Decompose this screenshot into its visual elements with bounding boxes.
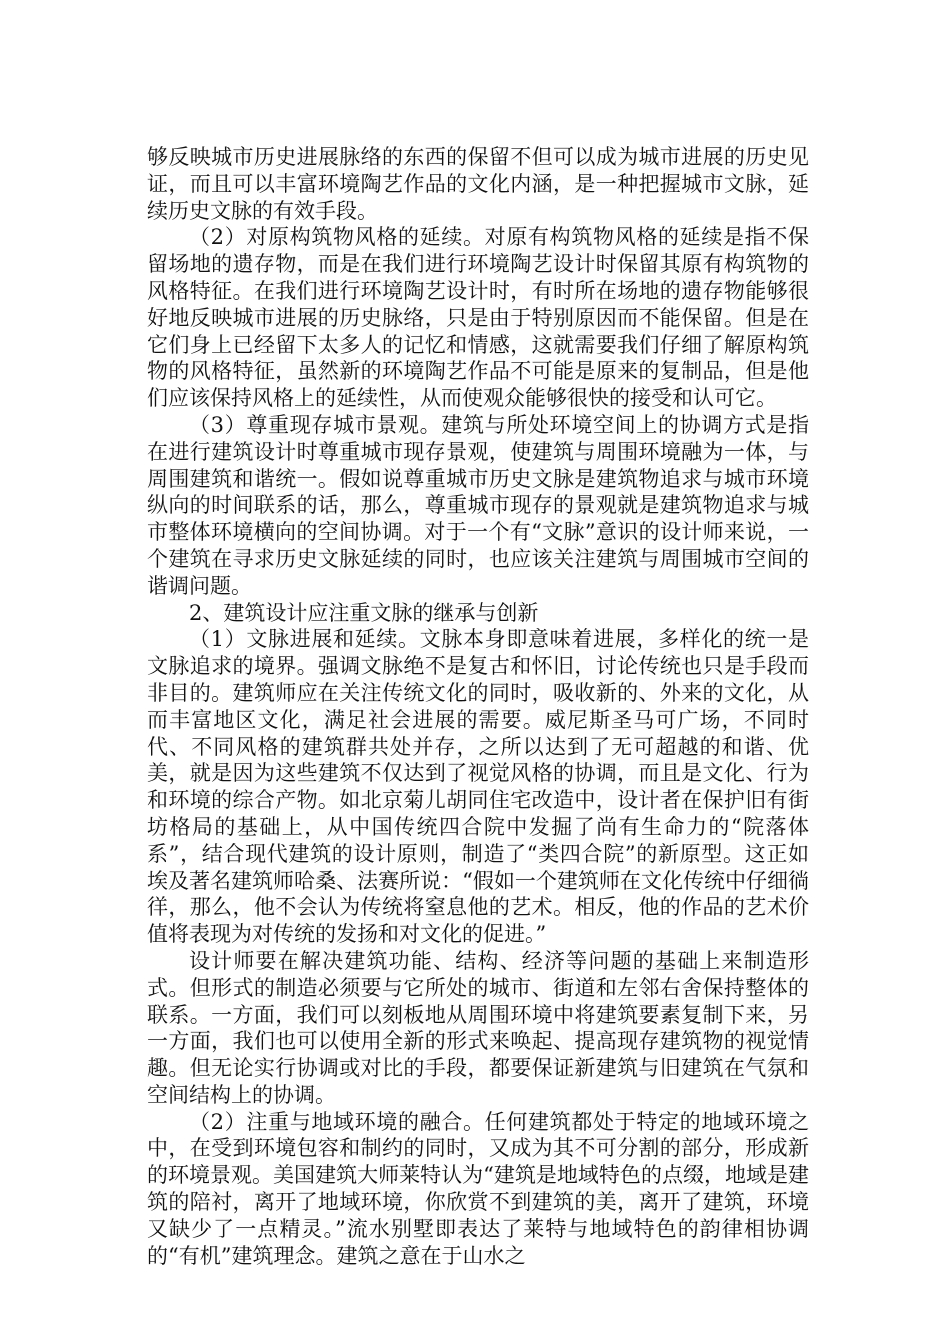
paragraph-regional-integration: （2）注重与地域环境的融合。任何建筑都处于特定的地域环境之中，在受到环境包容和制约的同时，又成为其不可分割的部分，形成新的环境景观。美国建筑大师莱特认为“建筑是地域特色的点缀，地域是建筑的陪衬，离开了地域环境，你欣赏不到建筑的美，离开了建筑，环境又缺少了一点精灵。”流水别墅即表达了莱特与地域特色的韵律相协调的“有机”建筑理念。建筑之意在于山水之 bbox=[147, 1109, 809, 1268]
paragraph-continuation: 够反映城市历史进展脉络的东西的保留不但可以成为城市进展的历史见证，而且可以丰富环境陶艺作品的文化内涵，是一种把握城市文脉，延续历史文脉的有效手段。 bbox=[147, 145, 809, 223]
paragraph-style-continuation: （2）对原构筑物风格的延续。对原有构筑物风格的延续是指不保留场地的遗存物，而是在我们进行环境陶艺设计时保留其原有构筑物的风格特征。在我们进行环境陶艺设计时，有时所在场地的遗存物能够很好地反映城市进展的历史脉络，只是由于特别原因而不能保留。但是在它们身上已经留下太多人的记忆和情感，这就需要我们仔细了解原构筑物的风格特征，虽然新的环境陶艺作品不可能是原来的复制品，但是他们应该保持风格上的延续性，从而使观众能够很快的接受和认可它。 bbox=[147, 225, 809, 411]
paragraph-respect-landscape: （3）尊重现存城市景观。建筑与所处环境空间上的协调方式是指在进行建筑设计时尊重城市现存景观，使建筑与周围环境融为一体，与周围建筑和谐统一。假如说尊重城市历史文脉是建筑物追求与城市环境纵向的时间联系的话，那么，尊重城市现存的景观就是建筑物追求与城市整体环境横向的空间协调。对于一个有“文脉”意识的设计师来说，一个建筑在寻求历史文脉延续的同时，也应该关注建筑与周围城市空间的谐调问题。 bbox=[147, 412, 809, 598]
section-heading: 2、建筑设计应注重文脉的继承与创新 bbox=[189, 600, 539, 625]
document-body bbox=[147, 144, 809, 1269]
paragraph-form-creation: 设计师要在解决建筑功能、结构、经济等问题的基础上来制造形式。但形式的制造必须要与它所处的城市、街道和左邻右舍保持整体的联系。一方面，我们可以刻板地从周围环境中将建筑要素复制下来，另一方面，我们也可以使用全新的形式来唤起、提高现存建筑物的视觉情趣。但无论实行协调或对比的手段，都要保证新建筑与旧建筑在气氛和空间结构上的协调。 bbox=[147, 948, 809, 1107]
paragraph-context-development: （1）文脉进展和延续。文脉本身即意味着进展，多样化的统一是文脉追求的境界。强调文脉绝不是复古和怀旧，讨论传统也只是手段而非目的。建筑师应在关注传统文化的同时，吸收新的、外来的文化，从而丰富地区文化，满足社会进展的需要。威尼斯圣马可广场，不同时代、不同风格的建筑群共处并存，之所以达到了无可超越的和谐、优美，就是因为这些建筑不仅达到了视觉风格的协调，而且是文化、行为和环境的综合产物。如北京菊儿胡同住宅改造中，设计者在保护旧有街坊格局的基础上，从中国传统四合院中发掘了尚有生命力的“院落体系”，结合现代建筑的设计原则，制造了“类四合院”的新原型。这正如埃及著名建筑师哈桑、法赛所说：“假如一个建筑师在文化传统中仔细徜徉，那么，他不会认为传统将窒息他的艺术。相反，他的作品的艺术价值将表现为对传统的发扬和对文化的促进。” bbox=[147, 627, 809, 947]
